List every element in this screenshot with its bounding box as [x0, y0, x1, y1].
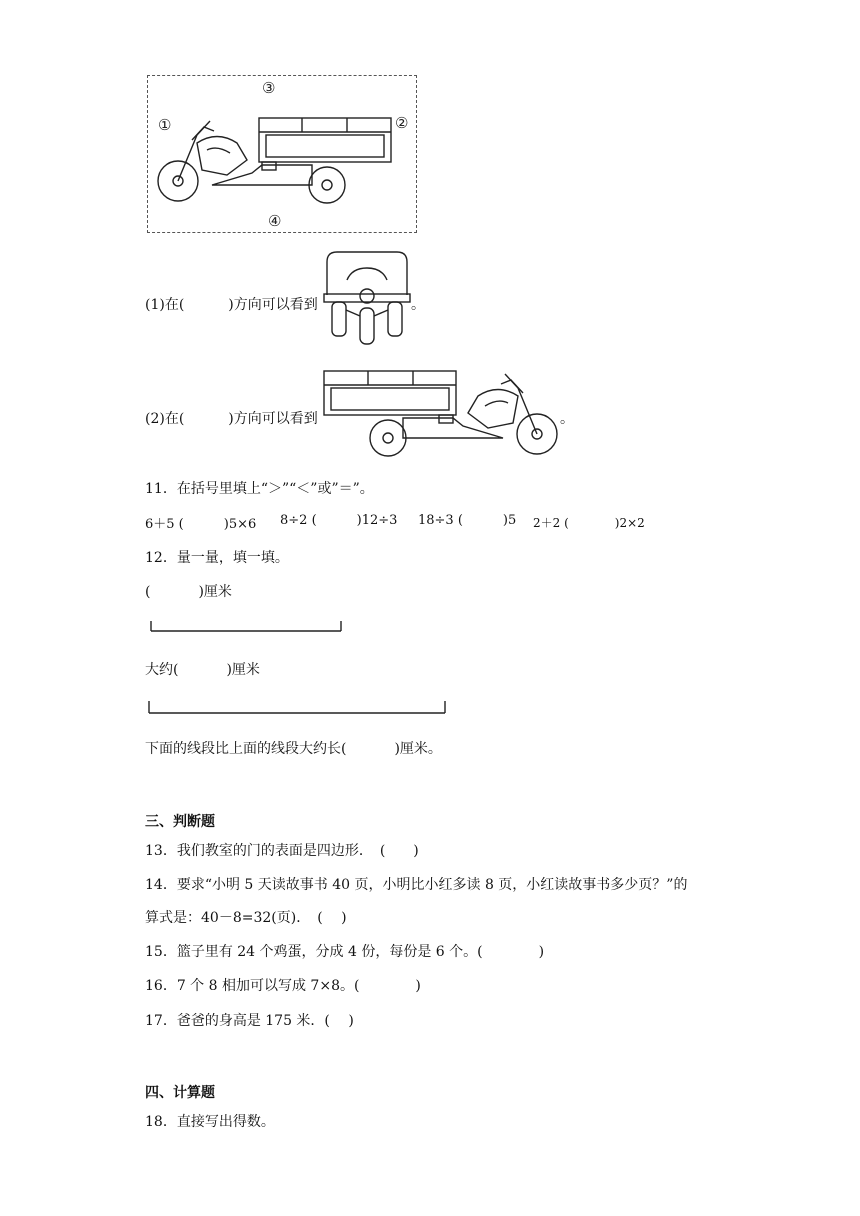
q10-part1-tail: 。 [411, 297, 425, 313]
q11-item-1: 6＋5 ( )5×6 [145, 517, 257, 532]
section3-heading: 三、判断题 [145, 814, 215, 830]
direction-label-2: ② [395, 114, 409, 132]
q17: 17．爸爸的身高是 175 米．( ) [145, 1013, 354, 1029]
q12-title: 12．量一量，填一填。 [145, 550, 289, 566]
section4-heading: 四、计算题 [145, 1085, 215, 1101]
tricycle-rear-view-image [322, 250, 412, 346]
segment-short [149, 620, 344, 634]
direction-label-3: ③ [262, 79, 276, 97]
q10-part2: (2)在( )方向可以看到 [145, 411, 318, 427]
tricycle-side-view-image [152, 115, 392, 205]
q16: 16．7 个 8 相加可以写成 7×8。( ) [145, 978, 421, 994]
q10-part2-tail: 。 [560, 411, 574, 427]
q12-line2-answer: 大约( )厘米 [145, 662, 260, 678]
q15: 15．篮子里有 24 个鸡蛋，分成 4 份，每份是 6 个。( ) [145, 944, 545, 960]
q14-line2: 算式是：40－8=32(页)． ( ) [145, 910, 347, 926]
segment-long [147, 700, 449, 716]
direction-label-4: ④ [268, 212, 282, 230]
q11-item-3: 18÷3 ( )5 [418, 513, 517, 528]
q13: 13．我们教室的门的表面是四边形． ( ) [145, 843, 419, 859]
q11-item-4: 2＋2 ( )2×2 [533, 516, 645, 530]
q12-line1-answer: ( )厘米 [145, 584, 232, 600]
q18: 18．直接写出得数。 [145, 1114, 275, 1130]
q11-item-2: 8÷2 ( )12÷3 [280, 513, 398, 528]
tricycle-side-view-mirrored-image [323, 368, 563, 460]
q11-title: 11．在括号里填上“＞”“＜”或”＝”。 [145, 481, 374, 497]
direction-label-1: ① [158, 116, 172, 134]
q14-line1: 14．要求“小明 5 天读故事书 40 页，小明比小红多读 8 页，小红读故事书多少页？”的 [145, 877, 688, 893]
q10-part1: (1)在( )方向可以看到 [145, 297, 318, 313]
q12-conclusion: 下面的线段比上面的线段大约长( )厘米。 [145, 741, 442, 757]
